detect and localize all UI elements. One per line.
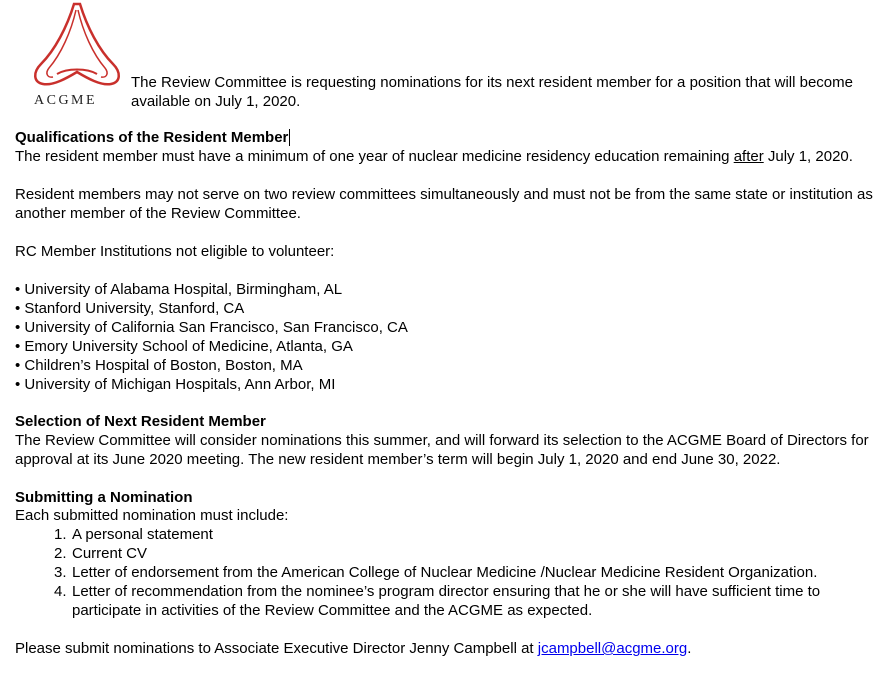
institution-text: University of Michigan Hospitals, Ann Arbor, MI <box>24 376 336 393</box>
document-body <box>15 128 877 658</box>
requirement-text: Letter of recommendation from the nominee’s program director ensuring that he or she will have sufficient time to participate in activities of the Review Committee and the ACGME as expected. <box>72 583 821 619</box>
acgme-logo-text: ACGME <box>34 93 98 108</box>
institution-text: University of California San Francisco, San Francisco, CA <box>24 319 408 336</box>
email-link[interactable]: jcampbell@acgme.org <box>537 640 688 657</box>
institution-text: Stanford University, Stanford, CA <box>24 300 245 317</box>
list-item: 1. A personal statement <box>15 525 877 544</box>
requirement-text: A personal statement <box>72 526 213 543</box>
qualifications-paragraph-3: RC Member Institutions not eligible to volunteer: <box>15 243 335 260</box>
qualifications-paragraph-2: Resident members may not serve on two review committees simultaneously and must not be from the same state or institution as another member of the Review Committee. <box>15 186 873 222</box>
p1-text-before: The resident member must have a minimum of one year of nuclear medicine residency education remaining <box>15 148 734 165</box>
requirement-text: Letter of endorsement from the American College of Nuclear Medicine /Nuclear Medicine Resident Organization. <box>72 564 818 581</box>
institution-text: Children’s Hospital of Boston, Boston, MA <box>24 357 303 374</box>
nomination-requirements-list <box>15 525 877 620</box>
qualifications-paragraph-1 <box>15 147 877 166</box>
p1-text-after: July 1, 2020. <box>763 148 853 165</box>
list-item: 4. Letter of recommendation from the nominee’s program director ensuring that he or she will have sufficient time to participate in activities of the Review Committee and the ACGME as expected. <box>15 582 877 620</box>
ineligible-institutions-list <box>15 280 877 394</box>
selection-heading: Selection of Next Resident Member <box>15 413 266 430</box>
text-cursor <box>288 129 290 146</box>
list-item: • Children’s Hospital of Boston, Boston, MA <box>15 357 303 374</box>
acgme-arch-icon <box>27 2 127 94</box>
intro-text: The Review Committee is requesting nominations for its next resident member for a position that will become available on July 1, 2020. <box>131 74 853 110</box>
closing-period: . <box>687 640 692 657</box>
closing-paragraph <box>15 639 877 658</box>
list-item: • Stanford University, Stanford, CA <box>15 300 245 317</box>
submitting-heading: Submitting a Nomination <box>15 489 193 506</box>
institution-text: University of Alabama Hospital, Birmingham, AL <box>24 281 343 298</box>
p1-underlined-text: after <box>733 148 764 165</box>
closing-text: Please submit nominations to Associate Executive Director Jenny Campbell at <box>15 640 538 657</box>
selection-paragraph: The Review Committee will consider nominations this summer, and will forward its selection to the ACGME Board of Directors for approval at its June 2020 meeting. The new resident member’s term will begin July 1, 2020 and end June 30, 2022. <box>15 432 869 468</box>
acgme-logo <box>27 2 127 110</box>
submitting-intro: Each submitted nomination must include: <box>15 507 289 524</box>
list-item: • University of Michigan Hospitals, Ann Arbor, MI <box>15 376 336 393</box>
requirement-text: Current CV <box>72 545 148 562</box>
list-item: • Emory University School of Medicine, Atlanta, GA <box>15 338 353 355</box>
list-item: • University of California San Francisco, San Francisco, CA <box>15 319 408 336</box>
list-item: 2. Current CV <box>15 544 877 563</box>
list-item: 3. Letter of endorsement from the American College of Nuclear Medicine /Nuclear Medicine Resident Organization. <box>15 563 877 582</box>
institution-text: Emory University School of Medicine, Atlanta, GA <box>24 338 353 355</box>
qualifications-heading-text: Qualifications of the Resident Member <box>15 129 289 146</box>
list-item: • University of Alabama Hospital, Birmingham, AL <box>15 281 343 298</box>
qualifications-heading <box>15 128 877 147</box>
